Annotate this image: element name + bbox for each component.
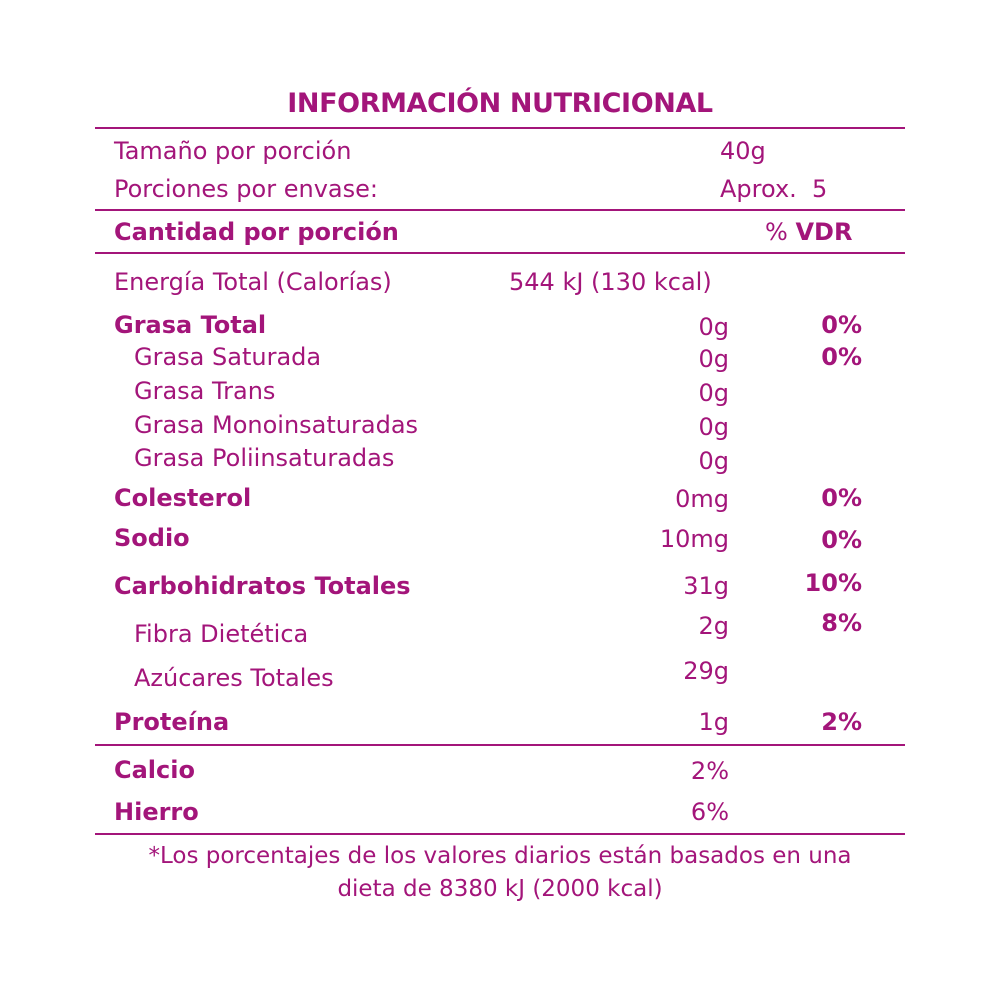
divider-title xyxy=(95,127,905,129)
nutrient-grasa-total-amount: 0g xyxy=(698,313,729,341)
nutrient-fibra-dietetica-amount: 2g xyxy=(698,612,729,640)
nutrient-grasa-monoinsaturadas-amount: 0g xyxy=(698,413,729,441)
nutrient-azucares-totales-amount: 29g xyxy=(683,657,729,685)
divider-footnote xyxy=(95,833,905,835)
nutrient-carbohidratos-totales-dv: 10% xyxy=(804,569,862,597)
nutrient-grasa-poliinsaturadas-label: Grasa Poliinsaturadas xyxy=(134,444,395,472)
nutrient-sodio-dv: 0% xyxy=(821,526,862,554)
daily-value-percent-sign: % xyxy=(765,218,788,246)
footnote-line-2: dieta de 8380 kJ (2000 kcal) xyxy=(337,876,663,902)
nutrient-colesterol-amount: 0mg xyxy=(675,485,729,513)
nutrient-sodio-label: Sodio xyxy=(114,524,190,552)
nutrient-grasa-saturada-dv: 0% xyxy=(821,343,862,371)
divider-header xyxy=(95,252,905,254)
nutrient-carbohidratos-totales-label: Carbohidratos Totales xyxy=(114,572,411,600)
nutrient-grasa-poliinsaturadas-amount: 0g xyxy=(698,447,729,475)
mineral-hierro-value: 6% xyxy=(690,798,729,826)
nutrient-fibra-dietetica-dv: 8% xyxy=(821,609,862,637)
nutrient-colesterol-label: Colesterol xyxy=(114,484,252,512)
nutrient-proteina-dv: 2% xyxy=(821,708,862,736)
footnote xyxy=(0,840,1000,906)
nutrient-sodio-amount: 10mg xyxy=(659,525,729,553)
daily-value-abbrev: VDR xyxy=(795,218,853,246)
footnote-line-1: *Los porcentajes de los valores diarios están basados en una xyxy=(148,843,852,869)
nutrient-fibra-dietetica-label: Fibra Dietética xyxy=(134,620,309,648)
nutrient-grasa-trans-amount: 0g xyxy=(698,379,729,407)
nutrient-grasa-total-label: Grasa Total xyxy=(114,311,267,339)
mineral-hierro-label: Hierro xyxy=(114,798,199,826)
serving-size-value: 40g xyxy=(720,137,766,165)
mineral-calcio-label: Calcio xyxy=(114,756,195,784)
nutrient-grasa-monoinsaturadas-label: Grasa Monoinsaturadas xyxy=(134,411,419,439)
nutrient-grasa-trans-label: Grasa Trans xyxy=(134,377,276,405)
energy-value: 544 kJ (130 kcal) xyxy=(509,268,712,296)
amount-per-serving-header: Cantidad por porción xyxy=(114,218,399,246)
divider-serving xyxy=(95,209,905,211)
nutrient-colesterol-dv: 0% xyxy=(821,484,862,512)
nutrient-carbohidratos-totales-amount: 31g xyxy=(683,572,729,600)
nutrient-proteina-label: Proteína xyxy=(114,708,230,736)
divider-minerals xyxy=(95,744,905,746)
servings-per-container-value: Aprox. 5 xyxy=(720,175,828,203)
nutrient-grasa-saturada-label: Grasa Saturada xyxy=(134,343,322,371)
servings-per-container-label: Porciones por envase: xyxy=(114,175,378,203)
label-title: INFORMACIÓN NUTRICIONAL xyxy=(287,88,713,119)
nutrient-azucares-totales-label: Azúcares Totales xyxy=(134,664,334,692)
nutrient-proteina-amount: 1g xyxy=(698,708,729,736)
energy-label: Energía Total (Calorías) xyxy=(114,268,392,296)
mineral-calcio-value: 2% xyxy=(690,757,729,785)
nutrient-grasa-total-dv: 0% xyxy=(821,311,862,339)
nutrient-grasa-saturada-amount: 0g xyxy=(698,345,729,373)
daily-value-header xyxy=(765,218,852,246)
serving-size-label: Tamaño por porción xyxy=(114,137,352,165)
